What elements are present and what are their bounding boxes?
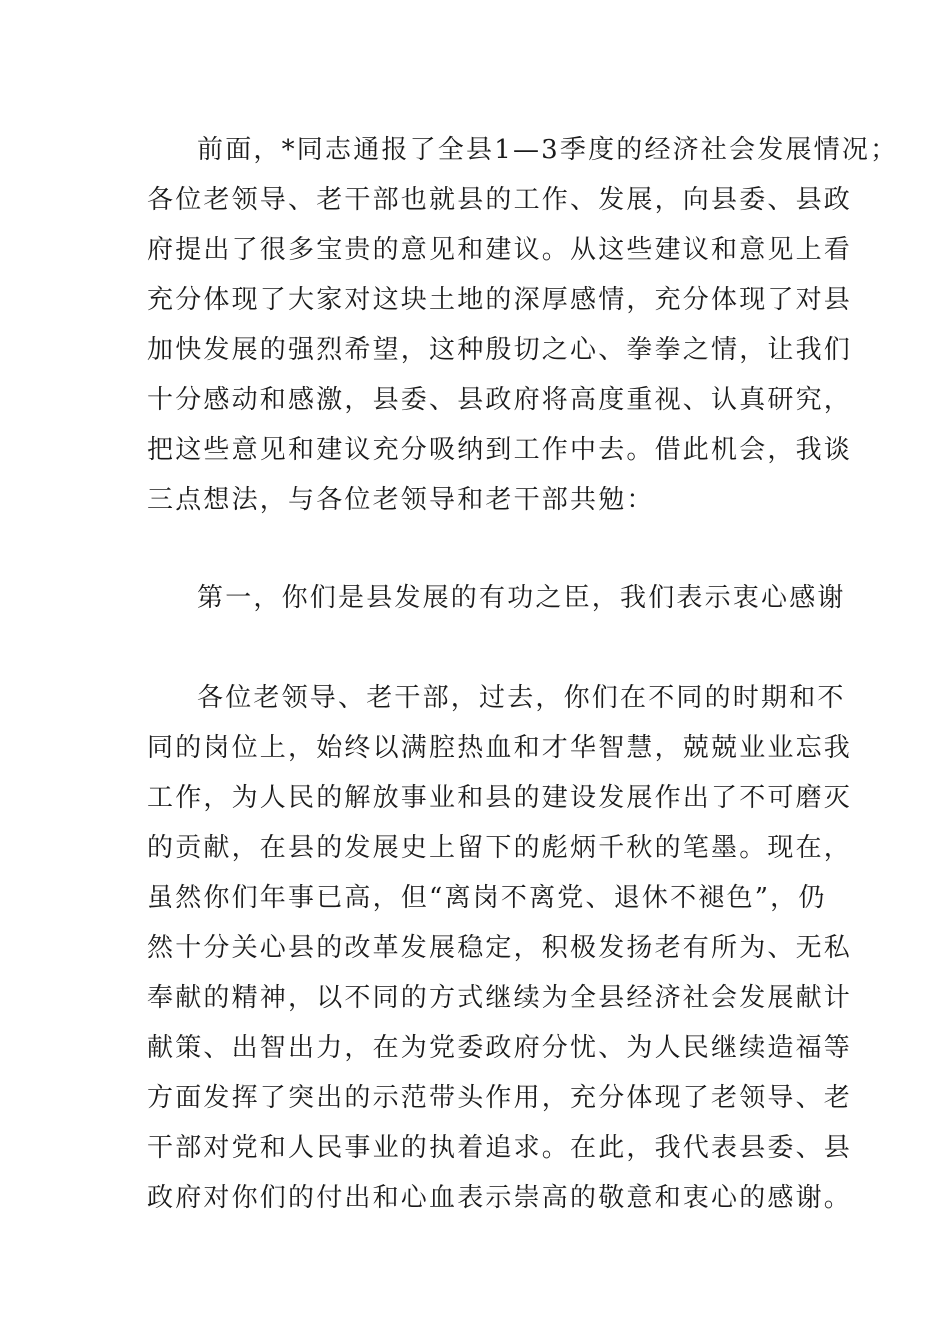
paragraph-1-line-1: 前面，*同志通报了全县1—3季度的经济社会发展情况； (197, 135, 899, 165)
paragraph-2-line-10: 干部对党和人民事业的执着追求。在此，我代表县委、县 (147, 1133, 853, 1163)
paragraph-1-line-8: 三点想法，与各位老领导和老干部共勉： (147, 485, 655, 515)
paragraph-1-line-5: 加快发展的强烈希望，这种殷切之心、拳拳之情，让我们 (147, 335, 853, 365)
paragraph-2-line-1: 各位老领导、老干部，过去，你们在不同的时期和不 (197, 683, 846, 713)
paragraph-2-line-11: 政府对你们的付出和心血表示崇高的敬意和衷心的感谢。 (147, 1183, 853, 1213)
paragraph-2-line-2: 同的岗位上，始终以满腔热血和才华智慧，兢兢业业忘我 (147, 733, 853, 763)
paragraph-2-line-5: 虽然你们年事已高，但“离岗不离党、退休不褪色”，仍 (147, 883, 827, 913)
paragraph-2-line-6: 然十分关心县的改革发展稳定，积极发扬老有所为、无私 (147, 933, 853, 963)
paragraph-1-line-6: 十分感动和感激，县委、县政府将高度重视、认真研究， (147, 385, 853, 415)
paragraph-1-line-7: 把这些意见和建议充分吸纳到工作中去。借此机会，我谈 (147, 435, 853, 465)
paragraph-1-line-4: 充分体现了大家对这块土地的深厚感情，充分体现了对县 (147, 285, 853, 315)
paragraph-2-line-7: 奉献的精神，以不同的方式继续为全县经济社会发展献计 (147, 983, 853, 1013)
paragraph-2-line-3: 工作，为人民的解放事业和县的建设发展作出了不可磨灭 (147, 783, 853, 813)
paragraph-1-line-2: 各位老领导、老干部也就县的工作、发展，向县委、县政 (147, 185, 853, 215)
paragraph-2-line-8: 献策、出智出力，在为党委政府分忧、为人民继续造福等 (147, 1033, 853, 1063)
paragraph-2-line-9: 方面发挥了突出的示范带头作用，充分体现了老领导、老 (147, 1083, 853, 1113)
section-heading: 第一，你们是县发展的有功之臣，我们表示衷心感谢 (197, 583, 846, 613)
paragraph-2-line-4: 的贡献，在县的发展史上留下的彪炳千秋的笔墨。现在， (147, 833, 853, 863)
paragraph-1-line-3: 府提出了很多宝贵的意见和建议。从这些建议和意见上看 (147, 235, 853, 265)
